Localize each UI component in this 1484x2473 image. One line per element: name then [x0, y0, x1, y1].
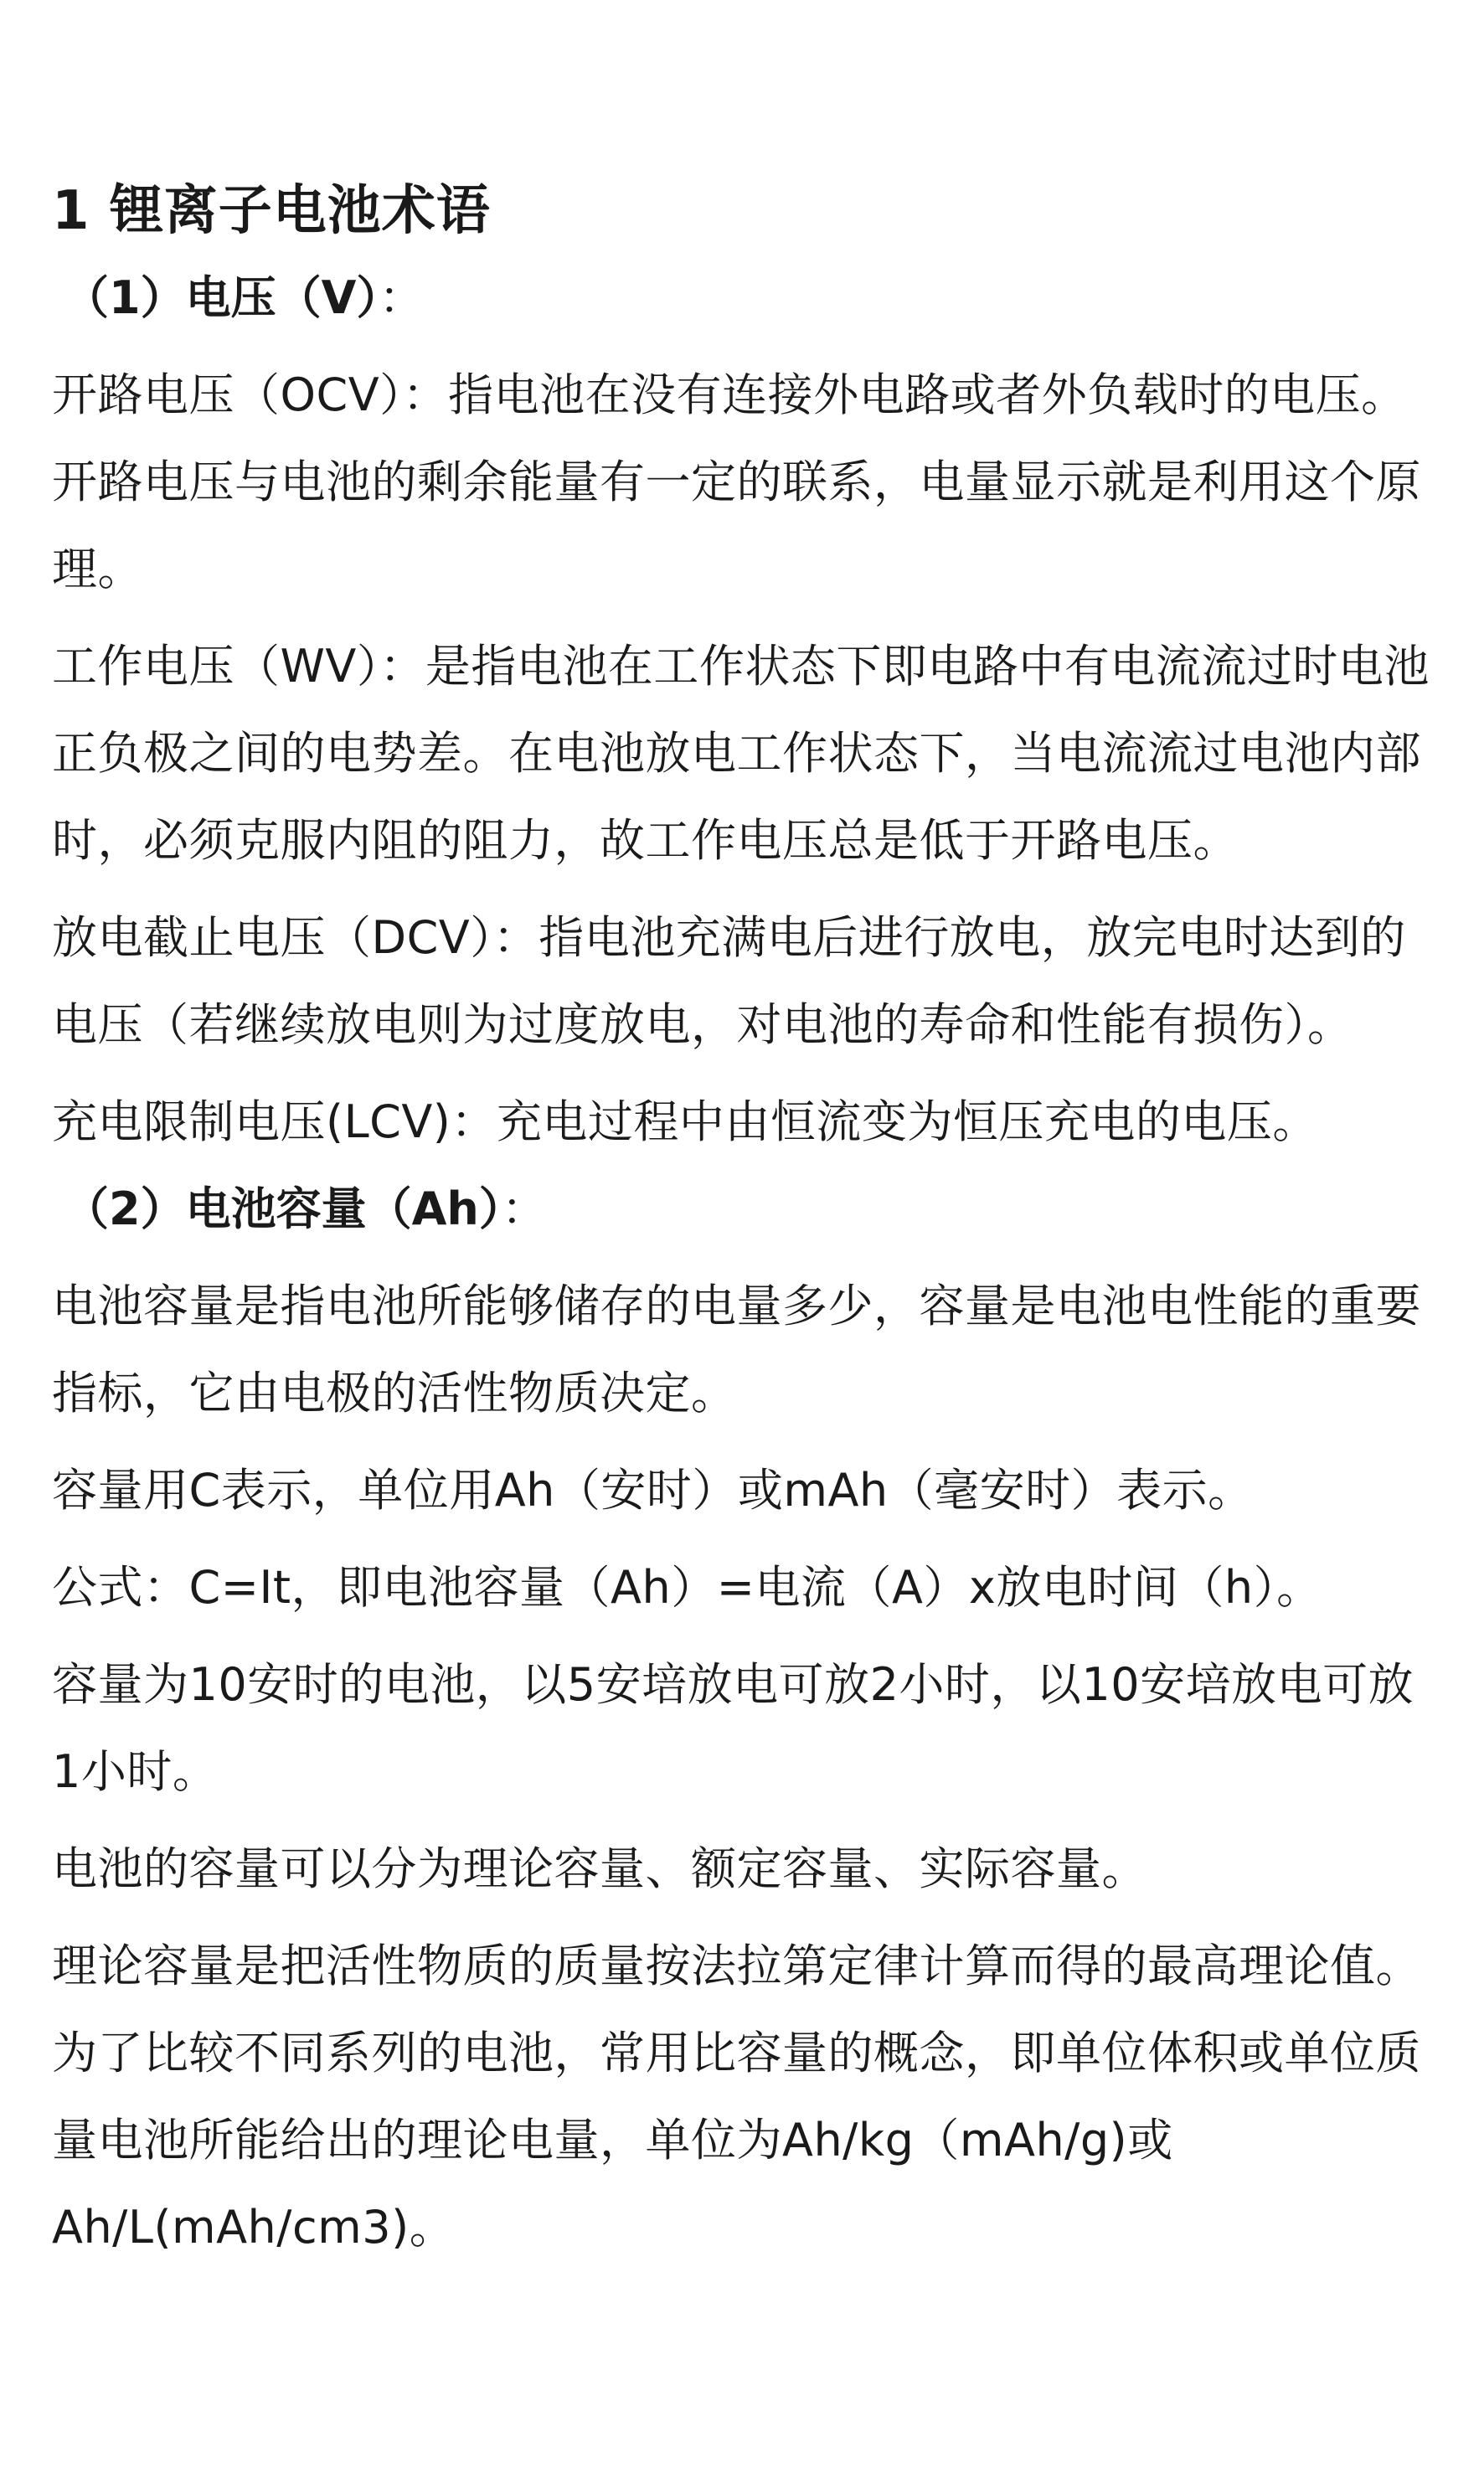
paragraph-wv: 工作电压（WV）：是指电池在工作状态下即电路中有电流流过时电池正负极之间的电势差。在电池放电工作状态下，当电流流过电池内部时，必须克服内阻的阻力，故工作电压总是低于开路电压。 — [52, 640, 1430, 867]
section-capacity-heading — [52, 1166, 1442, 1253]
paragraph-capacity-types: 电池的容量可以分为理论容量、额定容量、实际容量。 — [52, 1842, 1147, 1895]
document-page — [52, 167, 1442, 2271]
heading-colon: ： — [379, 271, 425, 324]
paragraph-capacity-definition: 电池容量是指电池所能够储存的电量多少，容量是电池电性能的重要指标，它由电极的活性物质决定。 — [52, 1280, 1421, 1419]
section-capacity-heading-text: （2）电池容量（Ah） — [64, 1182, 502, 1235]
paragraph-ocv: 开路电压（OCV）：指电池在没有连接外电路或者外负载时的电压。开路电压与电池的剩余能量有一定的联系，电量显示就是利用这个原理。 — [52, 368, 1421, 595]
paragraph-capacity-formula: 公式：C=It，即电池容量（Ah）=电流（A）x放电时间（h）。 — [52, 1561, 1322, 1614]
paragraph-lcv: 充电限制电压(LCV)：充电过程中由恒流变为恒压充电的电压。 — [52, 1095, 1318, 1148]
heading-colon: ： — [501, 1182, 547, 1235]
paragraph-theoretical-capacity: 理论容量是把活性物质的质量按法拉第定律计算而得的最高理论值。为了比较不同系列的电池，常用比容量的概念，即单位体积或单位质量电池所能给出的理论电量，单位为Ah/kg（mAh/g)或Ah/L(mAh/cm3)。 — [52, 1940, 1421, 2254]
paragraph-capacity-unit: 容量用C表示，单位用Ah（安时）或mAh（毫安时）表示。 — [52, 1464, 1254, 1517]
section-voltage-heading — [52, 255, 1442, 342]
paragraph-dcv: 放电截止电压（DCV）：指电池充满电后进行放电，放完电时达到的电压（若继续放电则为过度放电，对电池的寿命和性能有损伤）。 — [52, 911, 1406, 1051]
page-title: 1 锂离子电池术语 — [52, 180, 491, 242]
paragraph-capacity-example: 容量为10安时的电池，以5安培放电可放2小时，以10安培放电可放1小时。 — [52, 1658, 1414, 1798]
section-voltage-heading-text: （1）电压（V） — [64, 271, 379, 324]
